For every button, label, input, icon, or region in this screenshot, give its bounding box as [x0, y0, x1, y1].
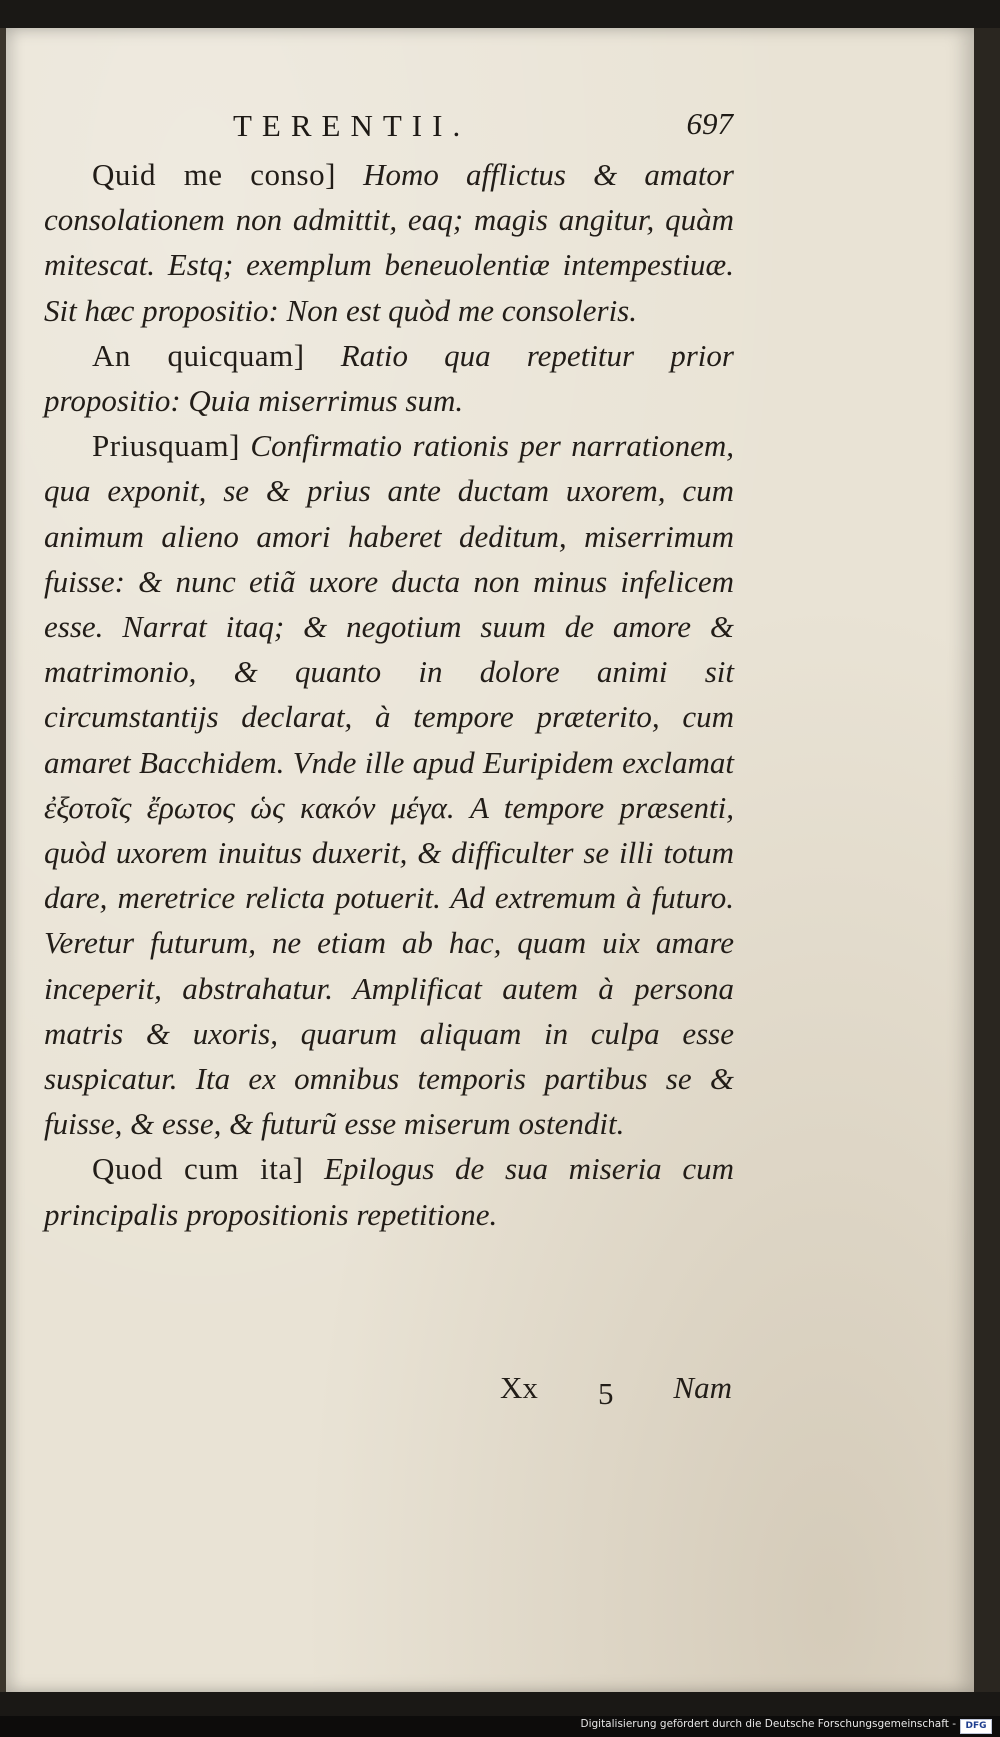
paragraph: [44, 333, 734, 423]
footer-credit: Digitalisierung gefördert durch die Deutsche Forschungsgemeinschaft -: [580, 1718, 956, 1730]
page-shadow-strip: [974, 28, 1000, 1692]
lemma: Priusquam]: [92, 428, 240, 464]
page-header: [233, 108, 733, 152]
paragraph: [44, 1146, 734, 1236]
paragraph-text: Ratio qua repetitur prior propositio: Quia miserrimus sum.: [44, 337, 734, 419]
lemma: Quod cum ita]: [92, 1151, 304, 1187]
signature-mark: Xx: [500, 1370, 538, 1405]
catchword: Nam: [673, 1370, 732, 1405]
running-title: TERENTII.: [233, 108, 471, 143]
catchword-line: [500, 1370, 732, 1416]
paragraph: [44, 152, 734, 333]
paragraph-text: Epilogus de sua miseria cum principalis propositionis repetitione.: [44, 1151, 735, 1232]
dfg-logo: DFG: [960, 1719, 992, 1734]
lemma: Quid me conso]: [92, 157, 336, 192]
paragraph-text: Confirmatio rationis per narrationem, qua exponit, se & prius ante ductam uxorem, cum animum alieno amori haberet deditum, miserrimum fuisse: & nunc etiã uxore ducta non minus infelicem esse. Narrat itaq; & negotium suum de amore & matrimonio, & quanto in dolore animi sit circumstantijs declarat, à tempore præterito, cum amaret Bacchidem. Vnde ille apud Euripidem exclamat ἐξοτοῖς ἔρωτος ὡς κακόν μέγα. A tempore præsenti, quòd uxorem inuitus duxerit, & difficulter se illi totum dare, meretrice relicta potuerit. Ad extremum à futuro. Veretur futurum, ne etiam ab hac, quam uix amare inceperit, abstrahatur. Amplificat autem à persona matris & uxoris, quarum aliquam in culpa esse suspicatur. Ita ex omnibus temporis partibus se & fuisse, & esse, & futurũ esse miserum ostendit.: [44, 428, 734, 1142]
lemma: An quicquam]: [92, 337, 305, 373]
paragraph-text: Homo afflictus & amator consolationem non admittit, eaq; magis angitur, quàm mitescat. Estq; exemplum beneuolentiæ intempestiuæ. Sit hæc propositio: Non est quòd me consoleris.: [44, 157, 734, 328]
commentary-text: [44, 152, 734, 1237]
signature-number: 5: [598, 1376, 614, 1411]
paragraph: [44, 423, 734, 1146]
page-number: 697: [686, 106, 733, 141]
